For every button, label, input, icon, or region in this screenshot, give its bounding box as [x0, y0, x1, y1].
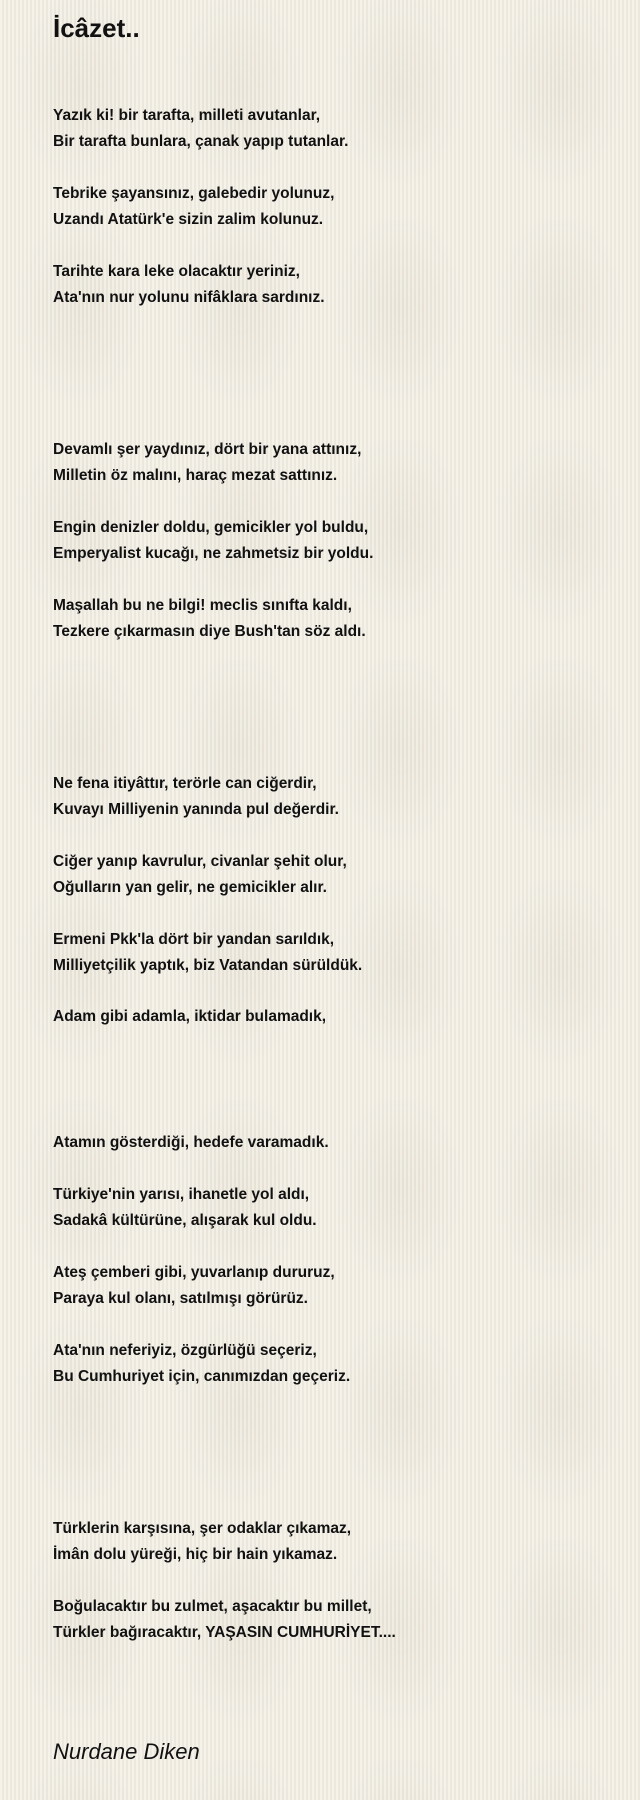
stanza-6 — [53, 593, 366, 645]
poem-line: Ata'nın neferiyiz, özgürlüğü seçeriz, — [53, 1342, 317, 1359]
poem-line: Uzandı Atatürk'e sizin zalim kolunuz. — [53, 211, 324, 228]
poem-line: Türklerin karşısına, şer odaklar çıkamaz, — [53, 1520, 352, 1537]
poem-line: Boğulacaktır bu zulmet, aşacaktır bu millet, — [53, 1598, 372, 1615]
stanza-8 — [53, 849, 347, 901]
poem-line: Bu Cumhuriyet için, canımızdan geçeriz. — [53, 1368, 351, 1385]
poem-line: Sadakâ kültürüne, alışarak kul oldu. — [53, 1212, 317, 1229]
poem-title: İcâzet.. — [53, 13, 140, 43]
poem-line: Paraya kul olanı, satılmışı görürüz. — [53, 1290, 308, 1307]
stanza-14 — [53, 1338, 350, 1390]
poem-line: Tezkere çıkarmasın diye Bush'tan söz aldı. — [53, 623, 366, 640]
poem-line: Ata'nın nur yolunu nifâklara sardınız. — [53, 289, 325, 306]
stanza-5 — [53, 515, 373, 567]
stanza-12 — [53, 1182, 317, 1234]
poem-line: Ciğer yanıp kavrulur, civanlar şehit olur, — [53, 853, 347, 870]
poem-line: Tarihte kara leke olacaktır yeriniz, — [53, 263, 300, 280]
author-signature: Nurdane Diken — [53, 1739, 200, 1764]
stanza-9 — [53, 927, 362, 979]
poem-line: Oğulların yan gelir, ne gemicikler alır. — [53, 879, 327, 896]
poem-line: Ateş çemberi gibi, yuvarlanıp dururuz, — [53, 1264, 335, 1281]
stanza-1 — [53, 103, 348, 155]
poem-line: Engin denizler doldu, gemicikler yol buldu, — [53, 519, 369, 536]
poem-line: İmân dolu yüreği, hiç bir hain yıkamaz. — [53, 1546, 338, 1563]
poem-line: Ermeni Pkk'la dört bir yandan sarıldık, — [53, 931, 335, 948]
stanza-3 — [53, 259, 325, 311]
poem-line: Bir tarafta bunlara, çanak yapıp tutanlar. — [53, 133, 349, 150]
stanza-7 — [53, 771, 339, 823]
poem-line: Atamın gösterdiği, hedefe varamadık. — [53, 1134, 329, 1151]
poem-line: Milliyetçilik yaptık, biz Vatandan sürüldük. — [53, 957, 363, 974]
poem-line: Tebrike şayansınız, galebedir yolunuz, — [53, 185, 335, 202]
poem-line: Milletin öz malını, haraç mezat sattınız. — [53, 467, 338, 484]
poem-line: Türkiye'nin yarısı, ihanetle yol aldı, — [53, 1186, 310, 1203]
stanza-4 — [53, 437, 361, 489]
poem-line: Kuvayı Milliyenin yanında pul değerdir. — [53, 801, 339, 818]
poem-line: Maşallah bu ne bilgi! meclis sınıfta kaldı, — [53, 597, 352, 614]
poem-line: Yazık ki! bir tarafta, milleti avutanlar, — [53, 107, 321, 124]
poem-line: Adam gibi adamla, iktidar bulamadık, — [53, 1008, 327, 1025]
poem-line: Türkler bağıracaktır, YAŞASIN CUMHURİYET.... — [53, 1624, 396, 1641]
stanza-16 — [53, 1594, 396, 1646]
stanza-13 — [53, 1260, 335, 1312]
stanza-2 — [53, 181, 334, 233]
poem-line: Devamlı şer yaydınız, dört bir yana attınız, — [53, 441, 362, 458]
poem-line: Emperyalist kucağı, ne zahmetsiz bir yoldu. — [53, 545, 374, 562]
poem-line: Ne fena itiyâttır, terörle can ciğerdir, — [53, 775, 317, 792]
stanza-15 — [53, 1516, 351, 1568]
stanza-11 — [53, 1130, 329, 1156]
stanza-10 — [53, 1004, 326, 1030]
